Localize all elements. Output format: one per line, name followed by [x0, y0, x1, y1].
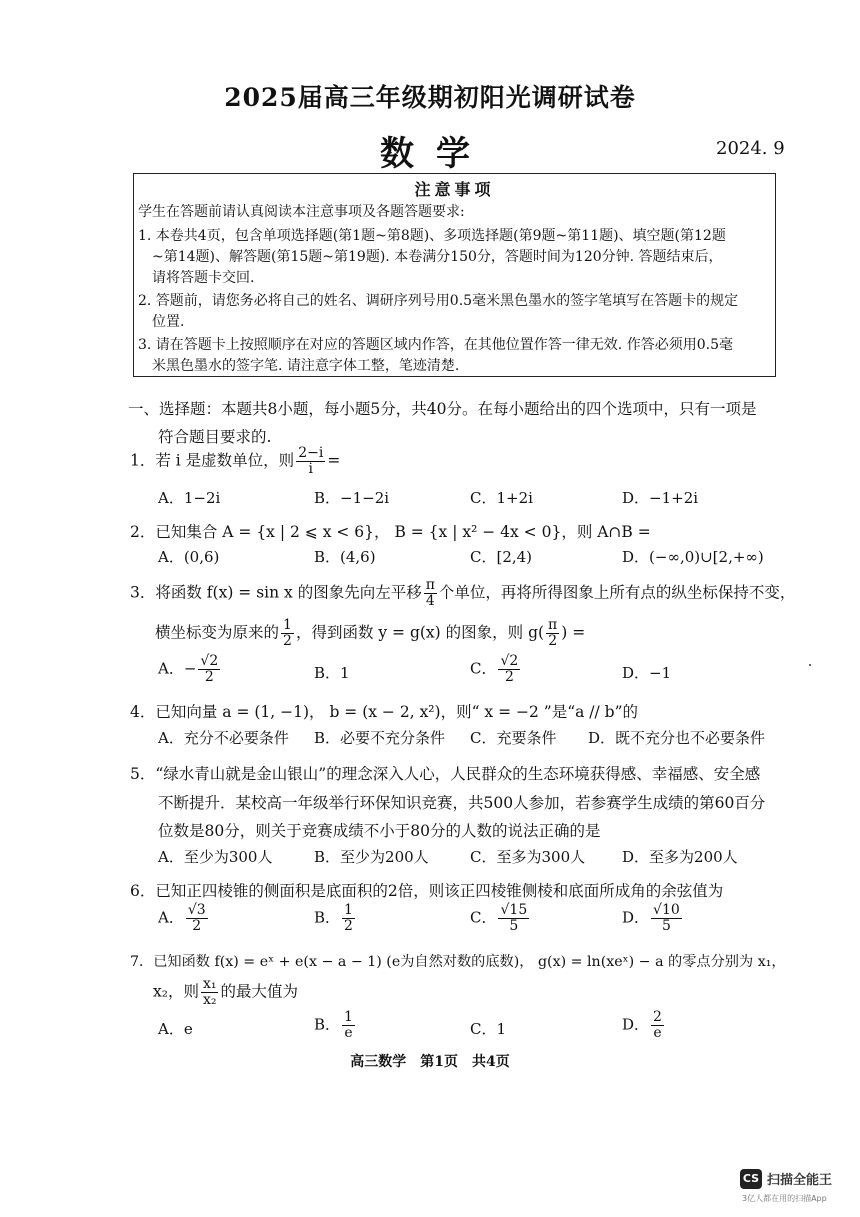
notice-line: 位置.: [152, 314, 185, 330]
question-1-stem: 1．若 i 是虚数单位，则 $\frac{2-i}{i}$ =: [130, 445, 341, 477]
question-7-option-a: A．e: [158, 1020, 193, 1038]
scanner-tagline: 3亿人都在用的扫描App: [742, 1194, 827, 1203]
question-4-stem: 4．已知向量 a = (1, −1)， b = (x − 2, x²)，则“ x = −2 ”是“a // b”的: [130, 703, 639, 721]
question-6-option-b: B． $\frac{1}{2}$: [314, 902, 353, 934]
notice-box: [133, 173, 776, 377]
question-3-option-d: D．−1: [622, 664, 672, 682]
question-2-option-a: A．(0,6): [158, 548, 220, 566]
question-7-option-b: B． $\frac{1}{e}$: [314, 1009, 353, 1041]
fraction: $\frac{\pi}{2}$: [548, 617, 558, 649]
scanner-brand: 扫描全能王: [767, 1173, 833, 1188]
question-3-option-b: B．1: [314, 664, 350, 682]
section-heading-cont: 符合题目要求的.: [158, 428, 272, 446]
scanner-logo-icon: CS: [740, 1169, 762, 1189]
question-2-option-d: D．(−∞,0)∪[2,+∞): [622, 548, 764, 566]
question-7-stem-cont: x₂，则 $\frac{\text{x₁}}{\text{x₂}}$ 的最大值为: [153, 976, 298, 1008]
question-6-option-c: C． $\frac{√15}{5}$: [470, 902, 528, 934]
question-6-option-a: A． $\frac{√3}{2}$: [158, 902, 206, 934]
notice-title: 注意事项: [414, 180, 495, 199]
question-5-stem-cont: 不断提升．某校高一年级举行环保知识竞赛，共500人参加，若参赛学生成绩的第60百分: [158, 794, 766, 812]
notice-line: 2. 答题前，请您务必将自己的姓名、调研序列号用0.5毫米黑色墨水的签字笔填写在答题卡的规定: [138, 293, 739, 309]
question-7-option-c: C．1: [470, 1020, 507, 1038]
notice-line: 3. 请在答题卡上按照顺序在对应的答题区域内作答，在其他位置作答一律无效. 作答必须用0.5毫: [138, 337, 733, 353]
question-5-stem: 5．“绿水青山就是金山银山”的理念深入人心，人民群众的生态环境获得感、幸福感、安全感: [130, 765, 761, 783]
exam-title: 2025届高三年级期初阳光调研试卷: [224, 83, 636, 112]
question-1-option-a: A．1−2i: [158, 489, 221, 507]
question-5-option-b: B．至少为200人: [314, 848, 429, 866]
question-1-option-d: D．−1+2i: [622, 489, 699, 507]
question-2-option-b: B．(4,6): [314, 548, 376, 566]
question-4-option-c: C．充要条件: [470, 729, 557, 747]
question-6-option-d: D． $\frac{√10}{5}$: [622, 902, 680, 934]
question-5-option-a: A．至少为300人: [158, 848, 273, 866]
fraction: $\frac{2-i}{i}$: [298, 445, 324, 477]
notice-line: 请将答题卡交回.: [152, 270, 255, 286]
section-heading: 一、选择题：本题共8小题，每小题5分，共40分。在每小题给出的四个选项中，只有一项是: [128, 400, 757, 418]
question-5-stem-cont: 位数是80分，则关于竞赛成绩不小于80分的人数的说法正确的是: [158, 822, 601, 840]
question-3-option-c: C． $\frac{√2}{2}$: [470, 653, 519, 685]
notice-line: 米黑色墨水的签字笔. 请注意字体工整，笔迹清楚.: [152, 358, 460, 374]
question-4-option-a: A．充分不必要条件: [158, 729, 289, 747]
notice-line: 学生在答题前请认真阅读本注意事项及各题答题要求:: [138, 204, 465, 220]
question-2-option-c: C．[2,4): [470, 548, 533, 566]
notice-line: 1. 本卷共4页，包含单项选择题(第1题~第8题)、多项选择题(第9题~第11题)、填空题(第12题: [138, 228, 726, 244]
scan-speck: [809, 664, 811, 666]
question-3-stem: 3．将函数 f(x) = sin x 的图象先向左平移 $\frac{\pi}{4}$ 个单位，再将所得图象上所有点的纵坐标保持不变，: [130, 577, 796, 609]
question-5-option-c: C．至多为300人: [470, 848, 586, 866]
question-6-stem: 6．已知正四棱锥的侧面积是底面积的2倍，则该正四棱锥侧棱和底面所成角的余弦值为: [130, 882, 724, 900]
question-5-option-d: D．至多为200人: [622, 848, 738, 866]
fraction: $\frac{\text{x₁}}{\text{x₂}}$: [202, 976, 217, 1008]
question-4-option-d: D．既不充分也不必要条件: [588, 729, 766, 747]
page-footer: 高三数学 第1页 共4页: [350, 1054, 510, 1070]
fraction: $\frac{\pi}{4}$: [425, 577, 435, 609]
subject-title: 数学: [380, 134, 492, 174]
question-4-option-b: B．必要不充分条件: [314, 729, 446, 747]
exam-date: 2024. 9: [716, 138, 785, 159]
question-3-option-a: A．− $\frac{√2}{2}$: [158, 653, 219, 685]
question-7-option-d: D． $\frac{2}{e}$: [622, 1009, 662, 1041]
question-3-stem-cont: 横坐标变为原来的 $\frac{1}{2}$ ，得到函数 y = g(x) 的图象，则 g( $\frac{\pi}{2}$ ) =: [155, 617, 586, 649]
fraction: $\frac{1}{2}$: [283, 617, 292, 649]
question-1-option-c: C．1+2i: [470, 489, 533, 507]
question-1-option-b: B．−1−2i: [314, 489, 390, 507]
question-2-stem: 2．已知集合 A = {x | 2 ⩽ x < 6}， B = {x | x² − 4x < 0}，则 A∩B =: [130, 523, 651, 541]
notice-line: ~第14题)、解答题(第15题~第19题). 本卷满分150分，答题时间为120分钟. 答题结束后，: [152, 249, 723, 265]
question-7-stem: 7．已知函数 f(x) = eˣ + e(x − a − 1) (e为自然对数的底数)， g(x) = ln(xeˣ) − a 的零点分别为 x₁，: [130, 954, 786, 970]
